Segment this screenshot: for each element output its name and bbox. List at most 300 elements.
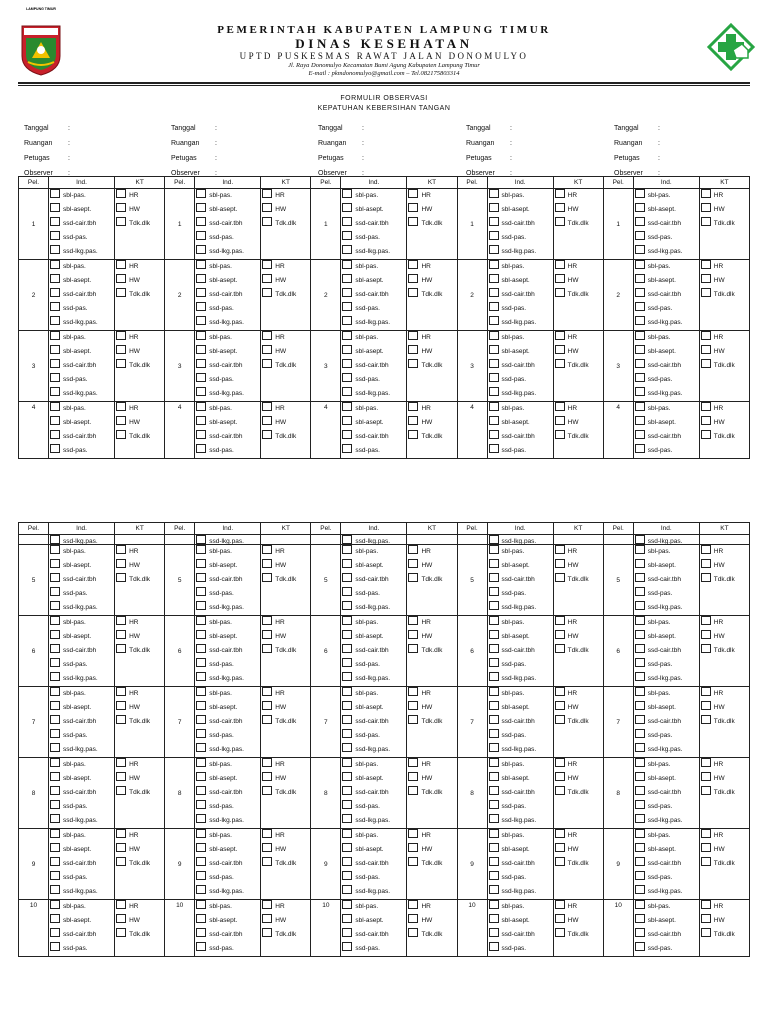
checkbox[interactable] bbox=[50, 373, 60, 382]
checkbox[interactable] bbox=[342, 231, 352, 240]
checkbox[interactable] bbox=[635, 715, 645, 724]
checkbox[interactable] bbox=[50, 231, 60, 240]
checkbox[interactable] bbox=[116, 715, 126, 724]
checkbox[interactable] bbox=[408, 416, 418, 425]
checkbox[interactable] bbox=[489, 587, 499, 596]
checkbox[interactable] bbox=[701, 345, 711, 354]
checkbox[interactable] bbox=[555, 345, 565, 354]
checkbox[interactable] bbox=[196, 942, 206, 951]
checkbox[interactable] bbox=[555, 203, 565, 212]
checkbox[interactable] bbox=[50, 316, 60, 325]
checkbox[interactable] bbox=[489, 715, 499, 724]
checkbox[interactable] bbox=[50, 857, 60, 866]
checkbox[interactable] bbox=[635, 231, 645, 240]
checkbox[interactable] bbox=[196, 928, 206, 937]
checkbox[interactable] bbox=[701, 331, 711, 340]
checkbox[interactable] bbox=[701, 786, 711, 795]
checkbox[interactable] bbox=[635, 430, 645, 439]
checkbox[interactable] bbox=[701, 644, 711, 653]
checkbox[interactable] bbox=[408, 402, 418, 411]
checkbox[interactable] bbox=[262, 331, 272, 340]
checkbox[interactable] bbox=[635, 616, 645, 625]
checkbox[interactable] bbox=[196, 616, 206, 625]
checkbox[interactable] bbox=[50, 416, 60, 425]
checkbox[interactable] bbox=[408, 274, 418, 283]
checkbox[interactable] bbox=[555, 715, 565, 724]
checkbox[interactable] bbox=[635, 274, 645, 283]
checkbox[interactable] bbox=[489, 829, 499, 838]
checkbox[interactable] bbox=[408, 288, 418, 297]
checkbox[interactable] bbox=[555, 331, 565, 340]
checkbox[interactable] bbox=[50, 203, 60, 212]
checkbox[interactable] bbox=[342, 942, 352, 951]
checkbox[interactable] bbox=[635, 814, 645, 823]
checkbox[interactable] bbox=[262, 359, 272, 368]
checkbox[interactable] bbox=[342, 316, 352, 325]
checkbox[interactable] bbox=[489, 203, 499, 212]
checkbox[interactable] bbox=[196, 559, 206, 568]
checkbox[interactable] bbox=[635, 885, 645, 894]
checkbox[interactable] bbox=[342, 772, 352, 781]
checkbox[interactable] bbox=[489, 359, 499, 368]
checkbox[interactable] bbox=[196, 843, 206, 852]
checkbox[interactable] bbox=[408, 900, 418, 909]
checkbox[interactable] bbox=[50, 786, 60, 795]
checkbox[interactable] bbox=[635, 316, 645, 325]
checkbox[interactable] bbox=[635, 871, 645, 880]
checkbox[interactable] bbox=[555, 758, 565, 767]
checkbox[interactable] bbox=[196, 587, 206, 596]
checkbox[interactable] bbox=[116, 857, 126, 866]
checkbox[interactable] bbox=[196, 914, 206, 923]
checkbox[interactable] bbox=[262, 559, 272, 568]
checkbox[interactable] bbox=[408, 857, 418, 866]
checkbox[interactable] bbox=[342, 729, 352, 738]
checkbox[interactable] bbox=[342, 658, 352, 667]
checkbox[interactable] bbox=[262, 687, 272, 696]
checkbox[interactable] bbox=[489, 416, 499, 425]
checkbox[interactable] bbox=[489, 772, 499, 781]
checkbox[interactable] bbox=[50, 601, 60, 610]
checkbox[interactable] bbox=[116, 402, 126, 411]
checkbox[interactable] bbox=[262, 630, 272, 639]
checkbox[interactable] bbox=[408, 829, 418, 838]
checkbox[interactable] bbox=[342, 559, 352, 568]
checkbox[interactable] bbox=[342, 601, 352, 610]
checkbox[interactable] bbox=[50, 814, 60, 823]
checkbox[interactable] bbox=[701, 843, 711, 852]
checkbox[interactable] bbox=[408, 644, 418, 653]
checkbox[interactable] bbox=[489, 274, 499, 283]
checkbox[interactable] bbox=[196, 701, 206, 710]
checkbox[interactable] bbox=[196, 871, 206, 880]
checkbox[interactable] bbox=[116, 616, 126, 625]
checkbox[interactable] bbox=[635, 345, 645, 354]
checkbox[interactable] bbox=[262, 616, 272, 625]
checkbox[interactable] bbox=[701, 545, 711, 554]
checkbox[interactable] bbox=[489, 545, 499, 554]
checkbox[interactable] bbox=[50, 587, 60, 596]
checkbox[interactable] bbox=[196, 658, 206, 667]
checkbox[interactable] bbox=[116, 701, 126, 710]
checkbox[interactable] bbox=[635, 402, 645, 411]
checkbox[interactable] bbox=[262, 288, 272, 297]
checkbox[interactable] bbox=[408, 430, 418, 439]
checkbox[interactable] bbox=[489, 387, 499, 396]
checkbox[interactable] bbox=[408, 701, 418, 710]
checkbox[interactable] bbox=[489, 786, 499, 795]
checkbox[interactable] bbox=[635, 189, 645, 198]
checkbox[interactable] bbox=[635, 772, 645, 781]
checkbox[interactable] bbox=[342, 203, 352, 212]
checkbox[interactable] bbox=[116, 203, 126, 212]
checkbox[interactable] bbox=[50, 535, 60, 544]
checkbox[interactable] bbox=[196, 430, 206, 439]
checkbox[interactable] bbox=[116, 559, 126, 568]
checkbox[interactable] bbox=[50, 359, 60, 368]
checkbox[interactable] bbox=[635, 559, 645, 568]
checkbox[interactable] bbox=[196, 189, 206, 198]
checkbox[interactable] bbox=[50, 387, 60, 396]
checkbox[interactable] bbox=[701, 203, 711, 212]
checkbox[interactable] bbox=[262, 217, 272, 226]
checkbox[interactable] bbox=[196, 715, 206, 724]
checkbox[interactable] bbox=[342, 914, 352, 923]
checkbox[interactable] bbox=[489, 316, 499, 325]
checkbox[interactable] bbox=[196, 545, 206, 554]
checkbox[interactable] bbox=[342, 829, 352, 838]
checkbox[interactable] bbox=[262, 715, 272, 724]
checkbox[interactable] bbox=[262, 857, 272, 866]
checkbox[interactable] bbox=[408, 928, 418, 937]
checkbox[interactable] bbox=[116, 829, 126, 838]
checkbox[interactable] bbox=[50, 914, 60, 923]
checkbox[interactable] bbox=[701, 928, 711, 937]
checkbox[interactable] bbox=[635, 203, 645, 212]
checkbox[interactable] bbox=[262, 274, 272, 283]
checkbox[interactable] bbox=[342, 545, 352, 554]
checkbox[interactable] bbox=[701, 559, 711, 568]
checkbox[interactable] bbox=[701, 416, 711, 425]
checkbox[interactable] bbox=[555, 573, 565, 582]
checkbox[interactable] bbox=[50, 871, 60, 880]
checkbox[interactable] bbox=[635, 786, 645, 795]
checkbox[interactable] bbox=[262, 573, 272, 582]
checkbox[interactable] bbox=[116, 630, 126, 639]
checkbox[interactable] bbox=[342, 758, 352, 767]
checkbox[interactable] bbox=[50, 672, 60, 681]
checkbox[interactable] bbox=[50, 444, 60, 453]
checkbox[interactable] bbox=[635, 672, 645, 681]
checkbox[interactable] bbox=[489, 245, 499, 254]
checkbox[interactable] bbox=[342, 644, 352, 653]
checkbox[interactable] bbox=[408, 914, 418, 923]
checkbox[interactable] bbox=[262, 644, 272, 653]
checkbox[interactable] bbox=[196, 800, 206, 809]
checkbox[interactable] bbox=[342, 535, 352, 544]
checkbox[interactable] bbox=[635, 928, 645, 937]
checkbox[interactable] bbox=[50, 758, 60, 767]
checkbox[interactable] bbox=[116, 914, 126, 923]
checkbox[interactable] bbox=[489, 928, 499, 937]
checkbox[interactable] bbox=[50, 260, 60, 269]
checkbox[interactable] bbox=[342, 373, 352, 382]
checkbox[interactable] bbox=[555, 701, 565, 710]
checkbox[interactable] bbox=[50, 928, 60, 937]
checkbox[interactable] bbox=[50, 430, 60, 439]
checkbox[interactable] bbox=[196, 729, 206, 738]
checkbox[interactable] bbox=[50, 701, 60, 710]
checkbox[interactable] bbox=[262, 402, 272, 411]
checkbox[interactable] bbox=[635, 900, 645, 909]
checkbox[interactable] bbox=[489, 672, 499, 681]
checkbox[interactable] bbox=[342, 800, 352, 809]
checkbox[interactable] bbox=[116, 345, 126, 354]
checkbox[interactable] bbox=[196, 288, 206, 297]
checkbox[interactable] bbox=[196, 630, 206, 639]
checkbox[interactable] bbox=[701, 217, 711, 226]
checkbox[interactable] bbox=[50, 743, 60, 752]
checkbox[interactable] bbox=[489, 857, 499, 866]
checkbox[interactable] bbox=[701, 274, 711, 283]
checkbox[interactable] bbox=[116, 843, 126, 852]
checkbox[interactable] bbox=[50, 402, 60, 411]
checkbox[interactable] bbox=[489, 800, 499, 809]
checkbox[interactable] bbox=[555, 843, 565, 852]
checkbox[interactable] bbox=[50, 545, 60, 554]
checkbox[interactable] bbox=[635, 416, 645, 425]
checkbox[interactable] bbox=[196, 672, 206, 681]
checkbox[interactable] bbox=[342, 743, 352, 752]
checkbox[interactable] bbox=[635, 587, 645, 596]
checkbox[interactable] bbox=[635, 800, 645, 809]
checkbox[interactable] bbox=[489, 231, 499, 240]
checkbox[interactable] bbox=[489, 288, 499, 297]
checkbox[interactable] bbox=[262, 189, 272, 198]
checkbox[interactable] bbox=[489, 701, 499, 710]
checkbox[interactable] bbox=[50, 829, 60, 838]
checkbox[interactable] bbox=[555, 288, 565, 297]
checkbox[interactable] bbox=[555, 857, 565, 866]
checkbox[interactable] bbox=[50, 843, 60, 852]
checkbox[interactable] bbox=[635, 687, 645, 696]
checkbox[interactable] bbox=[555, 786, 565, 795]
checkbox[interactable] bbox=[408, 217, 418, 226]
checkbox[interactable] bbox=[196, 885, 206, 894]
checkbox[interactable] bbox=[489, 345, 499, 354]
checkbox[interactable] bbox=[50, 573, 60, 582]
checkbox[interactable] bbox=[635, 535, 645, 544]
checkbox[interactable] bbox=[342, 672, 352, 681]
checkbox[interactable] bbox=[408, 345, 418, 354]
checkbox[interactable] bbox=[555, 914, 565, 923]
checkbox[interactable] bbox=[50, 715, 60, 724]
checkbox[interactable] bbox=[196, 231, 206, 240]
checkbox[interactable] bbox=[408, 331, 418, 340]
checkbox[interactable] bbox=[489, 942, 499, 951]
checkbox[interactable] bbox=[342, 587, 352, 596]
checkbox[interactable] bbox=[262, 416, 272, 425]
checkbox[interactable] bbox=[701, 630, 711, 639]
checkbox[interactable] bbox=[408, 758, 418, 767]
checkbox[interactable] bbox=[635, 829, 645, 838]
checkbox[interactable] bbox=[196, 373, 206, 382]
checkbox[interactable] bbox=[262, 786, 272, 795]
checkbox[interactable] bbox=[262, 900, 272, 909]
checkbox[interactable] bbox=[635, 331, 645, 340]
checkbox[interactable] bbox=[701, 260, 711, 269]
checkbox[interactable] bbox=[196, 416, 206, 425]
checkbox[interactable] bbox=[196, 203, 206, 212]
checkbox[interactable] bbox=[342, 217, 352, 226]
checkbox[interactable] bbox=[635, 288, 645, 297]
checkbox[interactable] bbox=[489, 843, 499, 852]
checkbox[interactable] bbox=[701, 616, 711, 625]
checkbox[interactable] bbox=[489, 444, 499, 453]
checkbox[interactable] bbox=[196, 814, 206, 823]
checkbox[interactable] bbox=[408, 786, 418, 795]
checkbox[interactable] bbox=[50, 630, 60, 639]
checkbox[interactable] bbox=[489, 373, 499, 382]
checkbox[interactable] bbox=[50, 687, 60, 696]
checkbox[interactable] bbox=[116, 772, 126, 781]
checkbox[interactable] bbox=[262, 430, 272, 439]
checkbox[interactable] bbox=[635, 743, 645, 752]
checkbox[interactable] bbox=[342, 843, 352, 852]
checkbox[interactable] bbox=[342, 857, 352, 866]
checkbox[interactable] bbox=[50, 616, 60, 625]
checkbox[interactable] bbox=[342, 189, 352, 198]
checkbox[interactable] bbox=[635, 630, 645, 639]
checkbox[interactable] bbox=[489, 758, 499, 767]
checkbox[interactable] bbox=[342, 573, 352, 582]
checkbox[interactable] bbox=[701, 687, 711, 696]
checkbox[interactable] bbox=[635, 260, 645, 269]
checkbox[interactable] bbox=[701, 288, 711, 297]
checkbox[interactable] bbox=[635, 573, 645, 582]
checkbox[interactable] bbox=[116, 758, 126, 767]
checkbox[interactable] bbox=[701, 857, 711, 866]
checkbox[interactable] bbox=[262, 545, 272, 554]
checkbox[interactable] bbox=[342, 416, 352, 425]
checkbox[interactable] bbox=[116, 274, 126, 283]
checkbox[interactable] bbox=[555, 772, 565, 781]
checkbox[interactable] bbox=[489, 217, 499, 226]
checkbox[interactable] bbox=[635, 914, 645, 923]
checkbox[interactable] bbox=[342, 359, 352, 368]
checkbox[interactable] bbox=[635, 857, 645, 866]
checkbox[interactable] bbox=[50, 800, 60, 809]
checkbox[interactable] bbox=[489, 331, 499, 340]
checkbox[interactable] bbox=[116, 288, 126, 297]
checkbox[interactable] bbox=[342, 786, 352, 795]
checkbox[interactable] bbox=[196, 743, 206, 752]
checkbox[interactable] bbox=[489, 189, 499, 198]
checkbox[interactable] bbox=[196, 772, 206, 781]
checkbox[interactable] bbox=[342, 630, 352, 639]
checkbox[interactable] bbox=[262, 772, 272, 781]
checkbox[interactable] bbox=[489, 402, 499, 411]
checkbox[interactable] bbox=[196, 758, 206, 767]
checkbox[interactable] bbox=[50, 885, 60, 894]
checkbox[interactable] bbox=[196, 644, 206, 653]
checkbox[interactable] bbox=[408, 715, 418, 724]
checkbox[interactable] bbox=[489, 658, 499, 667]
checkbox[interactable] bbox=[262, 260, 272, 269]
checkbox[interactable] bbox=[408, 545, 418, 554]
checkbox[interactable] bbox=[116, 687, 126, 696]
checkbox[interactable] bbox=[50, 189, 60, 198]
checkbox[interactable] bbox=[116, 189, 126, 198]
checkbox[interactable] bbox=[489, 644, 499, 653]
checkbox[interactable] bbox=[555, 189, 565, 198]
checkbox[interactable] bbox=[489, 729, 499, 738]
checkbox[interactable] bbox=[635, 942, 645, 951]
checkbox[interactable] bbox=[489, 616, 499, 625]
checkbox[interactable] bbox=[342, 871, 352, 880]
checkbox[interactable] bbox=[701, 701, 711, 710]
checkbox[interactable] bbox=[555, 687, 565, 696]
checkbox[interactable] bbox=[262, 843, 272, 852]
checkbox[interactable] bbox=[408, 559, 418, 568]
checkbox[interactable] bbox=[196, 260, 206, 269]
checkbox[interactable] bbox=[408, 260, 418, 269]
checkbox[interactable] bbox=[555, 217, 565, 226]
checkbox[interactable] bbox=[555, 928, 565, 937]
checkbox[interactable] bbox=[701, 402, 711, 411]
checkbox[interactable] bbox=[262, 345, 272, 354]
checkbox[interactable] bbox=[196, 829, 206, 838]
checkbox[interactable] bbox=[635, 658, 645, 667]
checkbox[interactable] bbox=[342, 302, 352, 311]
checkbox[interactable] bbox=[116, 416, 126, 425]
checkbox[interactable] bbox=[50, 772, 60, 781]
checkbox[interactable] bbox=[196, 331, 206, 340]
checkbox[interactable] bbox=[489, 630, 499, 639]
checkbox[interactable] bbox=[555, 630, 565, 639]
checkbox[interactable] bbox=[196, 786, 206, 795]
checkbox[interactable] bbox=[116, 644, 126, 653]
checkbox[interactable] bbox=[701, 359, 711, 368]
checkbox[interactable] bbox=[196, 444, 206, 453]
checkbox[interactable] bbox=[116, 545, 126, 554]
checkbox[interactable] bbox=[196, 316, 206, 325]
checkbox[interactable] bbox=[116, 217, 126, 226]
checkbox[interactable] bbox=[635, 843, 645, 852]
checkbox[interactable] bbox=[555, 900, 565, 909]
checkbox[interactable] bbox=[635, 373, 645, 382]
checkbox[interactable] bbox=[555, 644, 565, 653]
checkbox[interactable] bbox=[262, 758, 272, 767]
checkbox[interactable] bbox=[196, 274, 206, 283]
checkbox[interactable] bbox=[342, 430, 352, 439]
checkbox[interactable] bbox=[555, 359, 565, 368]
checkbox[interactable] bbox=[50, 644, 60, 653]
checkbox[interactable] bbox=[342, 387, 352, 396]
checkbox[interactable] bbox=[489, 601, 499, 610]
checkbox[interactable] bbox=[196, 687, 206, 696]
checkbox[interactable] bbox=[701, 914, 711, 923]
checkbox[interactable] bbox=[50, 331, 60, 340]
checkbox[interactable] bbox=[635, 758, 645, 767]
checkbox[interactable] bbox=[489, 302, 499, 311]
checkbox[interactable] bbox=[555, 430, 565, 439]
checkbox[interactable] bbox=[555, 545, 565, 554]
checkbox[interactable] bbox=[701, 715, 711, 724]
checkbox[interactable] bbox=[116, 331, 126, 340]
checkbox[interactable] bbox=[342, 814, 352, 823]
checkbox[interactable] bbox=[342, 715, 352, 724]
